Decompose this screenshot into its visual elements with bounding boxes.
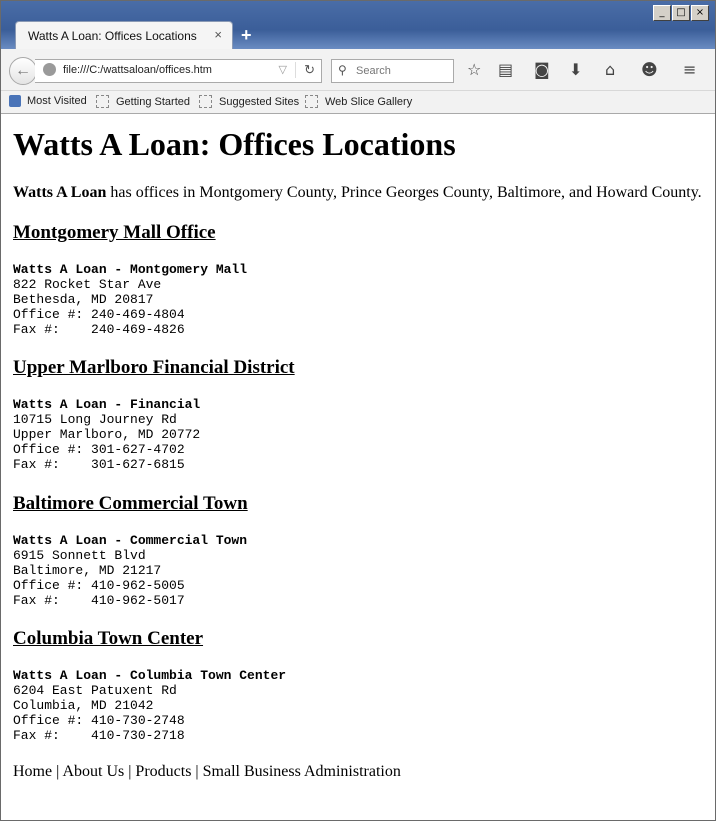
intro-text: has offices in Montgomery County, Prince Georges County, Baltimore, and Howard County. bbox=[106, 184, 702, 201]
bookmark-star-icon[interactable]: ☆ bbox=[467, 60, 482, 79]
search-icon: ⚲ bbox=[338, 63, 347, 77]
office-name: Watts A Loan - Montgomery Mall bbox=[13, 262, 248, 277]
office-fax: Fax #: 240-469-4826 bbox=[13, 322, 185, 337]
footer-separator: | bbox=[191, 763, 203, 780]
close-window-button[interactable]: × bbox=[691, 5, 709, 21]
footer-link-home[interactable]: Home bbox=[13, 763, 53, 780]
bookmark-suggested-sites[interactable] bbox=[199, 95, 299, 108]
navigation-bar bbox=[1, 49, 715, 91]
office-heading: Upper Marlboro Financial District bbox=[13, 357, 295, 378]
downloads-icon[interactable]: ⬇ bbox=[569, 60, 583, 79]
footer-link-about-us[interactable]: About Us bbox=[62, 763, 125, 780]
url-text[interactable]: file:///C:/wattsaloan/offices.htm bbox=[63, 64, 212, 76]
reload-icon[interactable]: ↻ bbox=[295, 62, 315, 78]
office-address bbox=[13, 533, 247, 608]
footer-link-sba[interactable]: Small Business Administration bbox=[202, 763, 401, 780]
search-placeholder: Search bbox=[356, 65, 391, 77]
office-heading: Montgomery Mall Office bbox=[13, 222, 216, 243]
home-icon[interactable]: ⌂ bbox=[605, 60, 616, 79]
url-bar[interactable] bbox=[35, 59, 322, 83]
bookmark-label: Getting Started bbox=[116, 95, 190, 108]
office-fax: Fax #: 410-962-5017 bbox=[13, 593, 185, 608]
back-button[interactable] bbox=[9, 57, 37, 85]
menu-icon[interactable]: ≡ bbox=[683, 60, 697, 79]
bookmark-most-visited[interactable] bbox=[9, 95, 87, 107]
office-name: Watts A Loan - Columbia Town Center bbox=[13, 668, 287, 683]
office-street: 6204 East Patuxent Rd bbox=[13, 683, 177, 698]
office-address bbox=[13, 668, 286, 743]
bookmark-label: Most Visited bbox=[27, 95, 87, 107]
intro-paragraph bbox=[13, 184, 702, 202]
bookmark-web-slice-gallery[interactable] bbox=[305, 95, 412, 108]
footer-link-products[interactable]: Products bbox=[135, 763, 192, 780]
bookmarks-bar bbox=[1, 91, 715, 114]
office-city: Columbia, MD 21042 bbox=[13, 698, 154, 713]
bookmarks-list-icon[interactable]: ▤ bbox=[498, 60, 514, 79]
folder-icon bbox=[199, 95, 212, 108]
pocket-icon[interactable]: ◙ bbox=[534, 60, 550, 79]
search-input[interactable] bbox=[331, 59, 454, 83]
page-title: Watts A Loan: Offices Locations bbox=[13, 126, 456, 162]
office-name: Watts A Loan - Financial bbox=[13, 397, 201, 412]
folder-icon bbox=[305, 95, 318, 108]
office-address bbox=[13, 397, 200, 472]
office-name: Watts A Loan - Commercial Town bbox=[13, 533, 248, 548]
tab-offices[interactable] bbox=[15, 21, 233, 50]
office-heading: Columbia Town Center bbox=[13, 628, 204, 649]
window-controls bbox=[653, 5, 709, 21]
footer-nav bbox=[13, 763, 401, 781]
intro-company: Watts A Loan bbox=[13, 184, 107, 201]
hello-icon[interactable]: ☻ bbox=[641, 60, 658, 79]
page-content bbox=[1, 114, 715, 820]
office-heading: Baltimore Commercial Town bbox=[13, 493, 248, 514]
office-address bbox=[13, 262, 247, 337]
office-phone: Office #: 240-469-4804 bbox=[13, 307, 185, 322]
tab-close-icon[interactable]: × bbox=[214, 27, 222, 42]
office-phone: Office #: 410-962-5005 bbox=[13, 578, 185, 593]
office-phone: Office #: 301-627-4702 bbox=[13, 442, 185, 457]
minimize-button[interactable]: _ bbox=[653, 5, 671, 21]
footer-separator: | bbox=[52, 763, 63, 780]
bookmark-label: Suggested Sites bbox=[219, 95, 300, 108]
bookmark-getting-started[interactable] bbox=[96, 95, 190, 108]
maximize-button[interactable]: □ bbox=[672, 5, 690, 21]
office-city: Bethesda, MD 20817 bbox=[13, 292, 154, 307]
office-street: 10715 Long Journey Rd bbox=[13, 412, 177, 427]
most-visited-icon bbox=[9, 95, 21, 107]
footer-separator: | bbox=[124, 763, 136, 780]
office-street: 822 Rocket Star Ave bbox=[13, 277, 162, 292]
office-city: Upper Marlboro, MD 20772 bbox=[13, 427, 201, 442]
office-fax: Fax #: 410-730-2718 bbox=[13, 728, 185, 743]
globe-icon bbox=[43, 63, 56, 76]
office-fax: Fax #: 301-627-6815 bbox=[13, 457, 185, 472]
office-city: Baltimore, MD 21217 bbox=[13, 563, 162, 578]
bookmark-label: Web Slice Gallery bbox=[325, 95, 413, 108]
office-phone: Office #: 410-730-2748 bbox=[13, 713, 185, 728]
back-arrow-icon: ← bbox=[15, 62, 31, 79]
new-tab-button[interactable]: + bbox=[241, 25, 252, 45]
url-dropdown-icon[interactable]: ▽ bbox=[278, 64, 287, 76]
office-street: 6915 Sonnett Blvd bbox=[13, 548, 146, 563]
folder-icon bbox=[96, 95, 109, 108]
title-bar bbox=[1, 1, 715, 49]
tab-title: Watts A Loan: Offices Locations bbox=[28, 29, 197, 43]
